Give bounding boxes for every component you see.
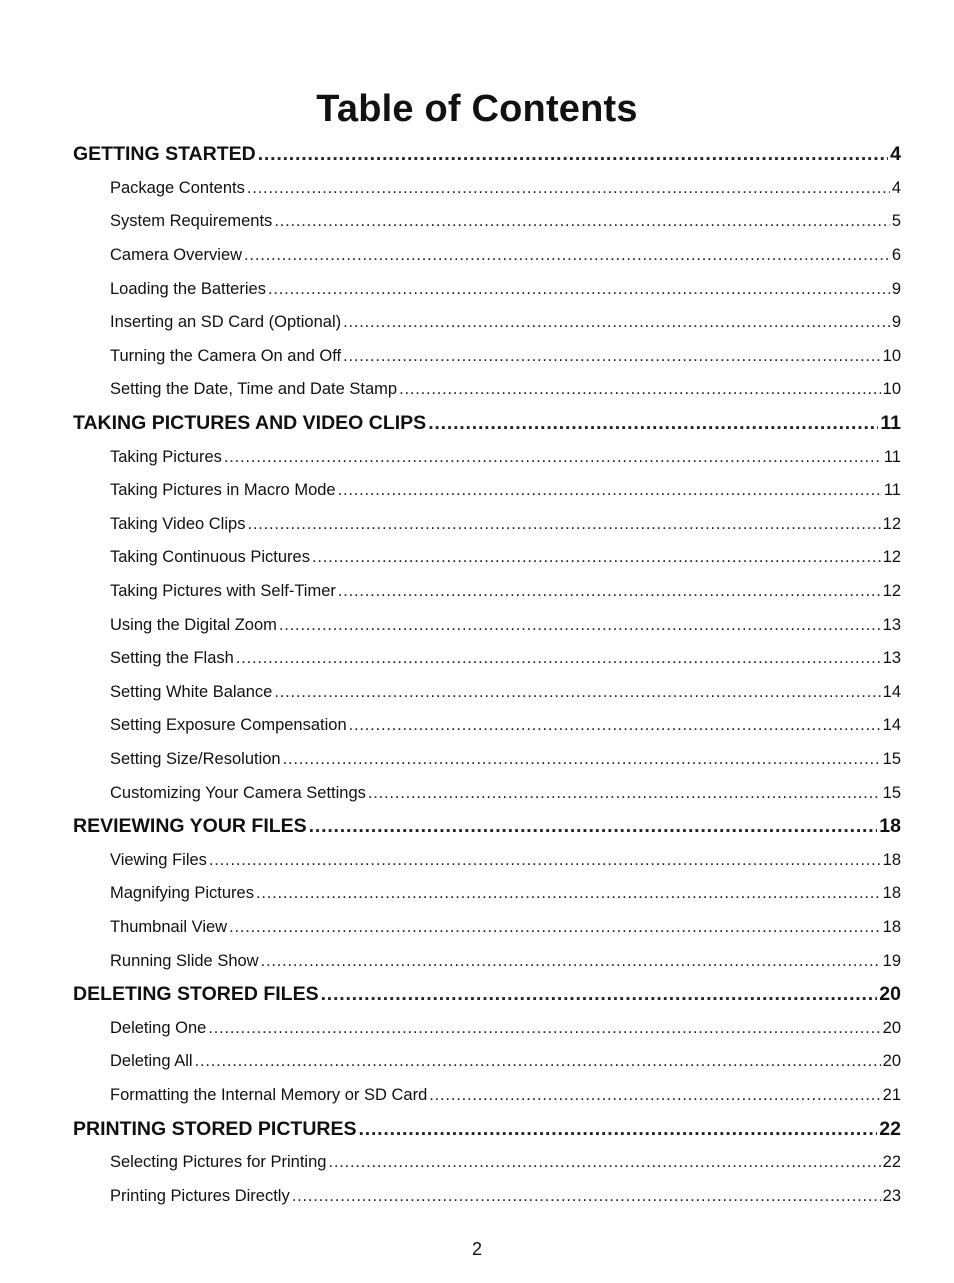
toc-entry-title: Viewing Files xyxy=(110,850,207,869)
dot-leader xyxy=(274,683,880,702)
toc-entry-row[interactable] xyxy=(110,306,901,340)
toc-entry-row[interactable] xyxy=(110,340,901,374)
toc-entry-row[interactable] xyxy=(110,709,901,743)
toc-entry-page-number: 13 xyxy=(882,649,901,668)
toc-entry-row[interactable] xyxy=(110,575,901,609)
toc-entry-page-number: 15 xyxy=(882,783,901,802)
dot-leader xyxy=(429,1086,880,1105)
dot-leader xyxy=(247,179,890,198)
toc-entry-title: Taking Pictures in Macro Mode xyxy=(110,481,336,500)
toc-entry-title: Magnifying Pictures xyxy=(110,884,254,903)
toc-section-title: PRINTING STORED PICTURES xyxy=(73,1117,357,1140)
toc-entry-row[interactable] xyxy=(110,239,901,273)
dot-leader xyxy=(292,1187,881,1206)
toc-entry-page-number: 12 xyxy=(882,548,901,567)
toc-section-title: GETTING STARTED xyxy=(73,143,256,166)
toc-entry-page-number: 6 xyxy=(891,246,901,265)
toc-entry-title: Taking Pictures with Self-Timer xyxy=(110,582,336,601)
dot-leader xyxy=(368,784,881,803)
toc-entry-page-number: 4 xyxy=(891,178,901,197)
dot-leader xyxy=(209,851,881,870)
dot-leader xyxy=(343,313,890,332)
dot-leader xyxy=(268,280,890,299)
toc-entry-row[interactable] xyxy=(110,608,901,642)
toc-entry-title: Taking Continuous Pictures xyxy=(110,548,310,567)
toc-entry-row[interactable] xyxy=(110,843,901,877)
toc-entry-page-number: 11 xyxy=(883,447,901,466)
toc-entry-title: Camera Overview xyxy=(110,246,243,265)
dot-leader xyxy=(256,884,881,903)
toc-entry-row[interactable] xyxy=(110,642,901,676)
toc-entry-row[interactable] xyxy=(110,877,901,911)
dot-leader xyxy=(328,1153,880,1172)
toc-section-row[interactable] xyxy=(73,1112,901,1146)
toc-entry-page-number: 18 xyxy=(882,850,901,869)
toc-entry-page-number: 10 xyxy=(882,346,901,365)
dot-leader xyxy=(399,380,881,399)
toc-section-page-number: 11 xyxy=(880,412,901,435)
dot-leader xyxy=(208,1019,880,1038)
toc-entry-row[interactable] xyxy=(110,1179,901,1213)
dot-leader xyxy=(349,716,881,735)
toc-entry-row[interactable] xyxy=(110,541,901,575)
toc-entry-row[interactable] xyxy=(110,1011,901,1045)
toc-entry-page-number: 20 xyxy=(882,1052,901,1071)
toc-entry-title: Taking Video Clips xyxy=(110,514,246,533)
page-title: Table of Contents xyxy=(316,88,638,131)
toc-entry-page-number: 18 xyxy=(882,917,901,936)
toc-entry-title: Package Contents xyxy=(110,178,245,197)
dot-leader xyxy=(274,212,890,231)
toc-entry-title: Running Slide Show xyxy=(110,951,259,970)
dot-leader xyxy=(247,515,880,534)
toc-entry-page-number: 18 xyxy=(882,884,901,903)
toc-section-page-number: 20 xyxy=(879,983,901,1006)
toc-entry-title: Setting the Flash xyxy=(110,649,234,668)
toc-entry-title: Using the Digital Zoom xyxy=(110,615,277,634)
dot-leader xyxy=(338,582,881,601)
dot-leader xyxy=(261,952,881,971)
toc-section-page-number: 4 xyxy=(890,143,901,166)
toc-entry-page-number: 10 xyxy=(882,380,901,399)
dot-leader xyxy=(428,412,878,435)
toc-entry-page-number: 22 xyxy=(882,1153,901,1172)
toc-entry-row[interactable] xyxy=(110,1146,901,1180)
toc-entry-title: Formatting the Internal Memory or SD Card xyxy=(110,1085,428,1104)
dot-leader xyxy=(195,1052,881,1071)
toc-entry-row[interactable] xyxy=(110,1045,901,1079)
dot-leader xyxy=(236,649,881,668)
toc-section-row[interactable] xyxy=(73,138,901,172)
toc-entry-title: System Requirements xyxy=(110,212,273,231)
toc-entry-page-number: 13 xyxy=(882,615,901,634)
dot-leader xyxy=(321,983,878,1006)
toc-entry-title: Printing Pictures Directly xyxy=(110,1186,290,1205)
toc-entry-title: Thumbnail View xyxy=(110,917,228,936)
toc-entry-page-number: 11 xyxy=(883,481,901,500)
toc-entry-title: Setting the Date, Time and Date Stamp xyxy=(110,380,398,399)
toc-entry-page-number: 14 xyxy=(882,682,901,701)
toc-entry-row[interactable] xyxy=(110,944,901,978)
toc-entry-title: Turning the Camera On and Off xyxy=(110,346,342,365)
dot-leader xyxy=(309,815,878,838)
dot-leader xyxy=(224,448,882,467)
toc-entry-title: Deleting All xyxy=(110,1052,193,1071)
toc-entry-row[interactable] xyxy=(110,776,901,810)
table-of-contents xyxy=(0,138,954,1213)
toc-entry-row[interactable] xyxy=(110,474,901,508)
toc-section-row[interactable] xyxy=(73,978,901,1012)
toc-entry-row[interactable] xyxy=(110,911,901,945)
toc-entry-row[interactable] xyxy=(110,676,901,710)
toc-entry-title: Deleting One xyxy=(110,1018,207,1037)
dot-leader xyxy=(229,918,881,937)
toc-entry-row[interactable] xyxy=(110,205,901,239)
dot-leader xyxy=(244,246,890,265)
dot-leader xyxy=(283,750,881,769)
toc-entry-page-number: 12 xyxy=(882,514,901,533)
toc-entry-title: Loading the Batteries xyxy=(110,279,266,298)
toc-entry-row[interactable] xyxy=(110,1079,901,1113)
toc-entry-page-number: 5 xyxy=(891,212,901,231)
dot-leader xyxy=(338,481,882,500)
toc-entry-title: Inserting an SD Card (Optional) xyxy=(110,313,342,332)
toc-section-row[interactable] xyxy=(73,810,901,844)
toc-entry-page-number: 19 xyxy=(882,951,901,970)
toc-entry-row[interactable] xyxy=(110,172,901,206)
dot-leader xyxy=(312,548,881,567)
dot-leader xyxy=(343,347,881,366)
toc-entry-page-number: 23 xyxy=(882,1186,901,1205)
toc-entry-page-number: 14 xyxy=(882,716,901,735)
toc-entry-title: Setting Size/Resolution xyxy=(110,749,281,768)
toc-entry-title: Setting White Balance xyxy=(110,682,273,701)
dot-leader xyxy=(359,1118,878,1141)
toc-entry-page-number: 9 xyxy=(891,313,901,332)
toc-entry-row[interactable] xyxy=(110,743,901,777)
toc-entry-page-number: 20 xyxy=(882,1018,901,1037)
toc-section-title: TAKING PICTURES AND VIDEO CLIPS xyxy=(73,412,427,435)
toc-entry-row[interactable] xyxy=(110,508,901,542)
toc-entry-page-number: 21 xyxy=(882,1085,901,1104)
toc-entry-title: Taking Pictures xyxy=(110,447,222,466)
toc-entry-page-number: 15 xyxy=(882,749,901,768)
toc-section-page-number: 18 xyxy=(879,815,901,838)
page-number: 2 xyxy=(471,1239,482,1259)
toc-entry-row[interactable] xyxy=(110,440,901,474)
toc-section-row[interactable] xyxy=(73,407,901,441)
toc-entry-row[interactable] xyxy=(110,272,901,306)
toc-section-title: REVIEWING YOUR FILES xyxy=(73,815,307,838)
toc-entry-row[interactable] xyxy=(110,373,901,407)
toc-entry-title: Setting Exposure Compensation xyxy=(110,716,347,735)
dot-leader xyxy=(279,616,881,635)
toc-entry-title: Customizing Your Camera Settings xyxy=(110,783,366,802)
toc-entry-title: Selecting Pictures for Printing xyxy=(110,1153,327,1172)
toc-entry-page-number: 9 xyxy=(891,279,901,298)
dot-leader xyxy=(258,143,888,166)
toc-section-title: DELETING STORED FILES xyxy=(73,983,319,1006)
toc-section-page-number: 22 xyxy=(879,1117,901,1140)
toc-entry-page-number: 12 xyxy=(882,582,901,601)
